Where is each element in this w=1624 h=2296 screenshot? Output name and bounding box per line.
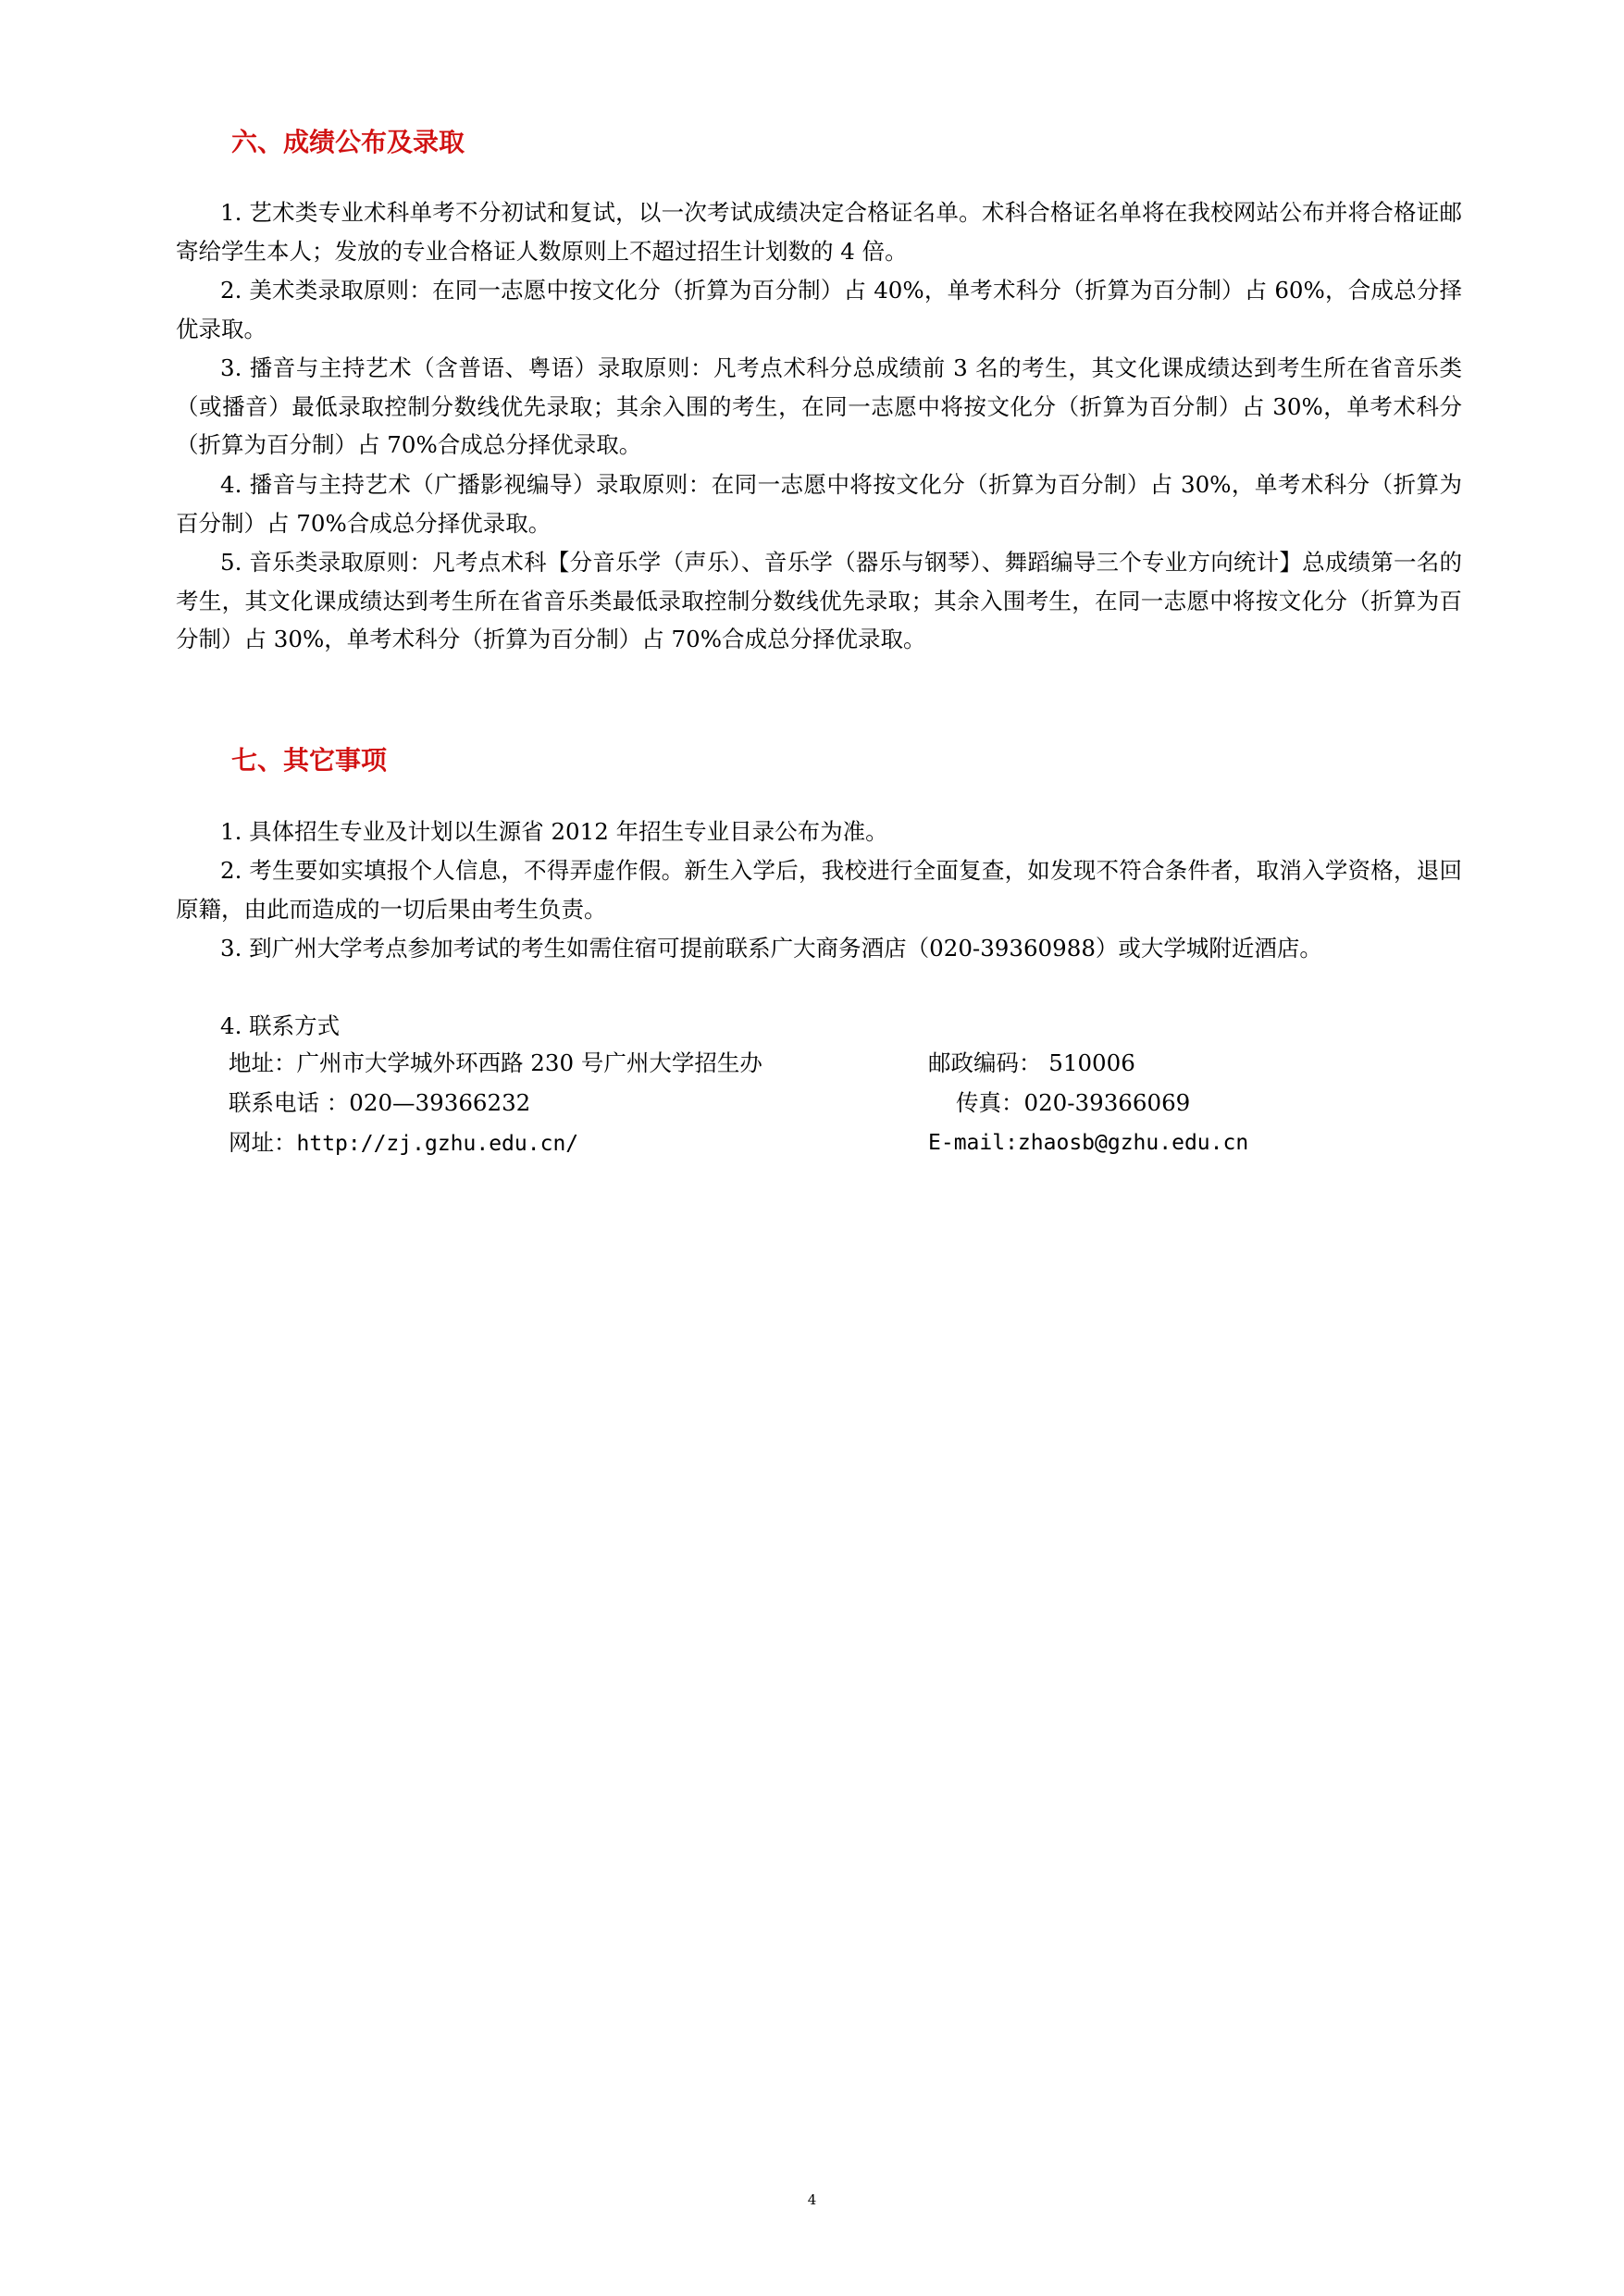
contact-fax: 传真：020-39366069: [956, 1089, 1191, 1116]
section-seven-item-1: 1. 具体招生专业及计划以生源省 2012 年招生专业目录公布为准。: [220, 818, 888, 845]
contact-phone: 联系电话 ：020—39366232: [229, 1089, 531, 1116]
contact-email-link[interactable]: E-mail:zhaosb@gzhu.edu.cn: [928, 1131, 1249, 1155]
section-six-item-2: 2. 美术类录取原则：在同一志愿中按文化分（折算为百分制）占 40%，单考术科分（折算为百分制）占 60%，合成总分择优录取。: [176, 277, 1462, 342]
section-six-item-1: 1. 艺术类专业术科单考不分初试和复试，以一次考试成绩决定合格证名单。术科合格证名单将在我校网站公布并将合格证邮寄给学生本人；发放的专业合格证人数原则上不超过招生计划数的 4 倍。: [176, 199, 1462, 265]
contact-address: 地址：广州市大学城外环西路 230 号广州大学招生办: [229, 1049, 762, 1076]
contact-website-row: [229, 1126, 578, 1160]
contact-website-label: 网址：: [229, 1129, 297, 1156]
section-six-item-5: 5. 音乐类录取原则：凡考点术科【分音乐学（声乐）、音乐学（器乐与钢琴）、舞蹈编导三个专业方向统计】总成绩第一名的考生，其文化课成绩达到考生所在省音乐类最低录取控制分数线优先录取；其余入围考生，在同一志愿中将按文化分（折算为百分制）占 30%，单考术科分（折算为百分制）占 70%合成总分择优录取。: [176, 549, 1462, 653]
page-number: 4: [807, 2191, 817, 2208]
contact-website-link[interactable]: http://zj.gzhu.edu.cn/: [296, 1132, 579, 1156]
contact-postcode: 邮政编码： 510006: [928, 1049, 1135, 1076]
section-six-heading: 六、成绩公布及录取: [231, 127, 465, 157]
section-six-item-3: 3. 播音与主持艺术（含普语、粤语）录取原则：凡考点术科分总成绩前 3 名的考生，其文化课成绩达到考生所在省音乐类（或播音）最低录取控制分数线优先录取；其余入围的考生，在同一志愿中将按文化分（折算为百分制）占 30%，单考术科分（折算为百分制）占 70%合成总分择优录取。: [176, 354, 1462, 459]
section-seven-item-3: 3. 到广州大学考点参加考试的考生如需住宿可提前联系广大商务酒店（020-39360988）或大学城附近酒店。: [220, 935, 1322, 962]
section-seven-item-2: 2. 考生要如实填报个人信息，不得弄虚作假。新生入学后，我校进行全面复查，如发现不符合条件者，取消入学资格，退回原籍，由此而造成的一切后果由考生负责。: [176, 857, 1462, 923]
section-seven-heading: 七、其它事项: [231, 745, 388, 776]
section-seven-item-4: 4. 联系方式: [220, 1012, 341, 1039]
section-six-item-4: 4. 播音与主持艺术（广播影视编导）录取原则：在同一志愿中将按文化分（折算为百分制）占 30%，单考术科分（折算为百分制）占 70%合成总分择优录取。: [176, 471, 1462, 537]
